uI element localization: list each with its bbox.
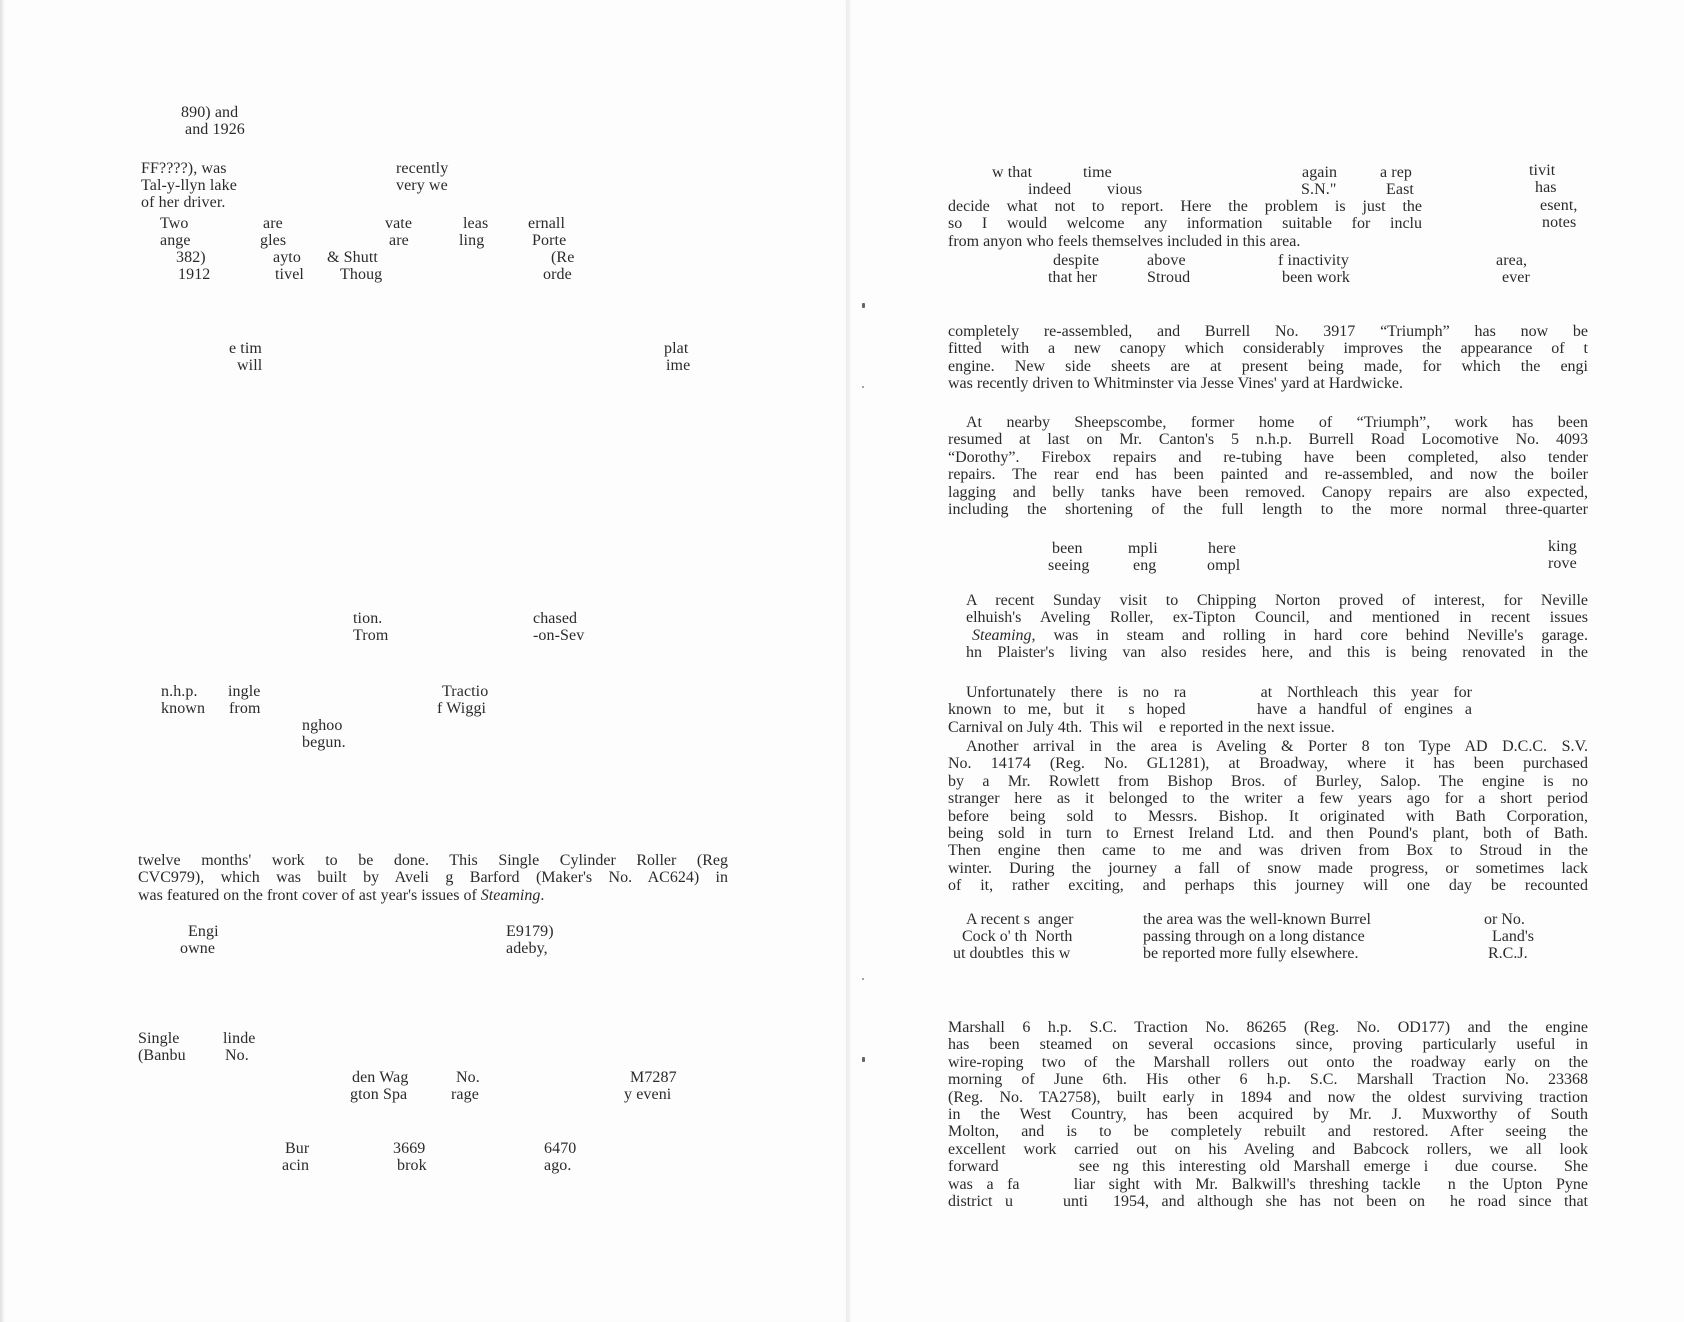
text-fragment: FF????), was — [141, 160, 227, 177]
text-fragment: Stroud — [1147, 269, 1191, 286]
text-fragment: recently — [396, 160, 449, 177]
text-fragment: ever — [1502, 269, 1530, 286]
text-fragment: plat — [664, 340, 689, 357]
paragraph-triumph — [948, 323, 1588, 393]
text-line: No. 14174 (Reg. No. GL1281), at Broadway, where it has been purchased — [948, 755, 1588, 773]
text-fragment: No. — [225, 1047, 249, 1064]
text-fragment: of her driver. — [141, 194, 226, 211]
text-fragment: f Wiggi — [437, 700, 487, 717]
text-fragment: area, — [1496, 252, 1528, 269]
paragraph-report — [948, 198, 1422, 250]
text-fragment: rage — [451, 1086, 479, 1103]
text-fragment: mpli — [1128, 540, 1158, 557]
text-line: elhuish's Aveling Roller, ex-Tipton Council, and mentioned in recent issues — [966, 609, 1588, 627]
text-fragment: (Banbu — [138, 1047, 186, 1064]
text-fragment: notes — [1542, 214, 1577, 231]
text-fragment: tivit — [1529, 162, 1556, 179]
text-line: Unfortunately there is no ra at Northleach this year for — [966, 684, 1472, 701]
text-line: from anyon who feels themselves included in this area. — [948, 232, 1301, 250]
text-fragment: Tractio — [442, 683, 489, 700]
paragraph-northleach — [948, 684, 1472, 736]
publication-title: Steaming, — [972, 626, 1036, 644]
text-line: (Reg. No. TA2758), built early in 1894 and now the oldest surviving traction — [948, 1088, 1588, 1106]
text-line: has been steamed on several occasions since, proving particularly useful in — [948, 1036, 1588, 1054]
text-fragment: that her — [1048, 269, 1098, 286]
text-fragment: gles — [260, 232, 287, 249]
text-fragment: be reported more fully elsewhere. — [1143, 945, 1359, 962]
text-line: hn Plaister's living van also resides here, and this is being renovated in the — [966, 644, 1588, 662]
text-fragment: 6470 — [544, 1140, 577, 1157]
text-fragment: R.C.J. — [1488, 945, 1528, 962]
text-fragment: here — [1208, 540, 1236, 557]
text-fragment: ago. — [544, 1157, 572, 1174]
text-fragment: den Wag — [352, 1069, 409, 1086]
text-fragment: adeby, — [506, 940, 548, 957]
text-fragment: ut doubtles this w — [953, 945, 1071, 962]
text-line: resumed at last on Mr. Canton's 5 n.h.p. Burrell Road Locomotive No. 4093 — [948, 431, 1588, 449]
text-line: excellent work carried out on his Aveling and Babcock rollers, we all look — [948, 1140, 1588, 1158]
publication-title: Steaming — [480, 886, 541, 904]
text-fragment: tion. — [353, 610, 383, 627]
text-line: twelve months' work to be done. This Single Cylinder Roller (Reg — [138, 852, 728, 869]
text-fragment: 3669 — [393, 1140, 426, 1157]
text-line: A recent Sunday visit to Chipping Norton proved of interest, for Neville — [966, 592, 1588, 609]
text-fragment: king — [1548, 538, 1577, 555]
text-fragment: a rep — [1380, 164, 1413, 181]
text-fragment: the area was the well-known Burrel — [1143, 911, 1371, 928]
text-fragment: East — [1386, 181, 1414, 198]
text-fragment: Cock o' th North — [962, 928, 1073, 945]
text-line: lagging and belly tanks have been removed. Canopy repairs are also expected, — [948, 483, 1588, 501]
text-fragment: 890) and — [181, 104, 239, 121]
text-line: decide what not to report. Here the problem is just the — [948, 198, 1422, 215]
text-line: At nearby Sheepscombe, former home of “Triumph”, work has been — [966, 414, 1588, 431]
scan-mark — [862, 1057, 865, 1062]
text-fragment: and 1926 — [185, 121, 245, 138]
text-line: “Dorothy”. Firebox repairs and re-tubing have been completed, also tender — [948, 448, 1588, 466]
book-gutter — [846, 0, 852, 1322]
text-fragment: ange — [160, 232, 191, 249]
page-edge-shadow — [0, 0, 5, 1322]
text-fragment: ernall — [528, 215, 566, 232]
text-fragment: y eveni — [624, 1086, 672, 1103]
text-fragment: S.N." — [1301, 181, 1337, 198]
text-line: before being sold to Messrs. Bishop. It originated with Bath Corporation, — [948, 807, 1588, 825]
text-line: winter. During the journey a fall of snow made progress, or sometimes lack — [948, 859, 1588, 877]
text-fragment: owne — [180, 940, 216, 957]
text-fragment: brok — [397, 1157, 427, 1174]
text-fragment: rove — [1548, 555, 1577, 572]
text-fragment: passing through on a long distance — [1143, 928, 1365, 945]
scan-mark — [862, 303, 865, 308]
text-fragment: ingle — [228, 683, 261, 700]
text-fragment: Porte — [532, 232, 567, 249]
text-fragment: will — [237, 357, 263, 374]
text-line: Marshall 6 h.p. S.C. Traction No. 86265 (Reg. No. OD177) and the engine — [948, 1019, 1588, 1036]
paragraph-sheepscombe — [948, 414, 1588, 518]
text-fragment: indeed — [1028, 181, 1072, 198]
text-line: was featured on the front cover of ast year's issues of Steaming. — [138, 886, 545, 904]
text-line: so I would welcome any information suitable for inclu — [948, 215, 1422, 233]
text-fragment: tivel — [275, 266, 304, 283]
text-fragment: gton Spa — [350, 1086, 408, 1103]
text-fragment: A recent s anger — [966, 911, 1074, 928]
text-line: engine. New side sheets are at present being made, for which the engi — [948, 357, 1588, 375]
text-line: of it, rather exciting, and perhaps this journey will one day be recounted — [948, 877, 1588, 895]
text-fragment: above — [1147, 252, 1186, 269]
text-fragment: very we — [396, 177, 448, 194]
text-fragment: M7287 — [630, 1069, 677, 1086]
text-fragment: 1912 — [178, 266, 211, 283]
text-line: morning of June 6th. His other 6 h.p. S.C. Marshall Traction No. 23368 — [948, 1071, 1588, 1089]
text-fragment: been work — [1282, 269, 1350, 286]
paragraph-aveling-porter — [948, 738, 1588, 895]
text-line: known to me, but it s hoped have a handful of engines a — [948, 701, 1472, 719]
text-line: was a fa liar sight with Mr. Balkwill's threshing tackle n the Upton Pyne — [948, 1175, 1588, 1193]
paragraph-chipping-norton — [948, 592, 1588, 662]
text-fragment: time — [1083, 164, 1112, 181]
text-fragment: seeing — [1048, 557, 1090, 574]
text-line: Then engine then came to me and was driven from Box to Stroud in the — [948, 842, 1588, 860]
text-fragment: Engi — [188, 923, 219, 940]
text-fragment: vious — [1107, 181, 1143, 198]
text-line: Carnival on July 4th. This wil e reported in the next issue. — [948, 718, 1335, 736]
text-fragment: ayto — [273, 249, 301, 266]
scan-mark — [862, 386, 864, 388]
text-line: was recently driven to Whitminster via Jesse Vines' yard at Hardwicke. — [948, 375, 1403, 393]
text-fragment: Trom — [353, 627, 389, 644]
text-line: stranger here as it belonged to the writer a few years ago for a short period — [948, 790, 1588, 808]
text-fragment: again — [1302, 164, 1338, 181]
text-fragment: ling — [459, 232, 485, 249]
text-fragment: E9179) — [506, 923, 554, 940]
text-fragment: e tim — [229, 340, 262, 357]
text-fragment: or No. — [1484, 911, 1525, 928]
text-fragment: w that — [992, 164, 1033, 181]
text-fragment: vate — [385, 215, 413, 232]
text-fragment: Thoug — [340, 266, 383, 283]
text-fragment: are — [263, 215, 283, 232]
text-fragment: begun. — [302, 734, 346, 751]
text-fragment: f inactivity — [1278, 252, 1349, 269]
text-fragment: acin — [282, 1157, 310, 1174]
text-fragment: chased — [533, 610, 578, 627]
text-fragment: nghoo — [302, 717, 343, 734]
text-fragment: leas — [463, 215, 489, 232]
text-fragment: n.h.p. — [161, 683, 198, 700]
text-fragment: Bur — [285, 1140, 310, 1157]
text-line: in the West Country, has been acquired by Mr. J. Muxworthy of South — [948, 1106, 1588, 1124]
text-line: Steaming, was in steam and rolling in hard core behind Neville's garage. — [972, 626, 1588, 644]
text-line: wire-roping two of the Marshall rollers out onto the roadway early on the — [948, 1053, 1588, 1071]
text-fragment: No. — [456, 1069, 480, 1086]
text-line: Another arrival in the area is Aveling & Porter 8 ton Type AD D.C.C. S.V. — [966, 738, 1588, 755]
text-fragment: 382) — [176, 249, 206, 266]
text-line: fitted with a new canopy which considerably improves the appearance of t — [948, 340, 1588, 358]
text-fragment: -on-Sev — [533, 627, 585, 644]
text-fragment: been — [1052, 540, 1083, 557]
text-fragment: Tal-y-llyn lake — [141, 177, 237, 194]
text-fragment: & Shutt — [327, 249, 378, 266]
text-line: including the shortening of the full length to the more normal three-quarter — [948, 501, 1588, 519]
text-line: being sold in turn to Ernest Ireland Ltd. and then Pound's plant, both of Bath. — [948, 825, 1588, 843]
text-fragment: despite — [1053, 252, 1100, 269]
text-line: repairs. The rear end has been painted and re-assembled, and now the boiler — [948, 466, 1588, 484]
text-fragment: (Re — [551, 249, 575, 266]
text-line: completely re-assembled, and Burrell No. 3917 “Triumph” has now be — [948, 323, 1588, 340]
text-fragment: Single — [138, 1030, 180, 1047]
text-fragment: ime — [666, 357, 691, 374]
text-line: by a Mr. Rowlett from Bishop Bros. of Burley, Salop. The engine is no — [948, 772, 1588, 790]
text-fragment: Land's — [1492, 928, 1534, 945]
text-line: forward see ng this interesting old Marshall emerge i due course. She — [948, 1158, 1588, 1176]
paragraph-marshall — [948, 1019, 1588, 1210]
text-fragment: esent, — [1540, 197, 1578, 214]
text-fragment: ompl — [1207, 557, 1241, 574]
text-fragment: from — [229, 700, 261, 717]
text-line: district u unti 1954, and although she has not been on he road since that — [948, 1193, 1588, 1211]
text-line: Molton, and is to be completely rebuilt and restored. After seeing the — [948, 1123, 1588, 1141]
paragraph-roller — [138, 852, 728, 904]
text-fragment: orde — [543, 266, 572, 283]
scan-mark — [862, 978, 864, 980]
text-fragment: eng — [1133, 557, 1157, 574]
text-fragment: has — [1535, 179, 1557, 196]
text-fragment: are — [389, 232, 409, 249]
text-line: CVC979), which was built by Aveli g Barford (Maker's No. AC624) in — [138, 869, 728, 887]
text-fragment: known — [161, 700, 206, 717]
text-fragment: Two — [160, 215, 189, 232]
text-fragment: linde — [223, 1030, 256, 1047]
